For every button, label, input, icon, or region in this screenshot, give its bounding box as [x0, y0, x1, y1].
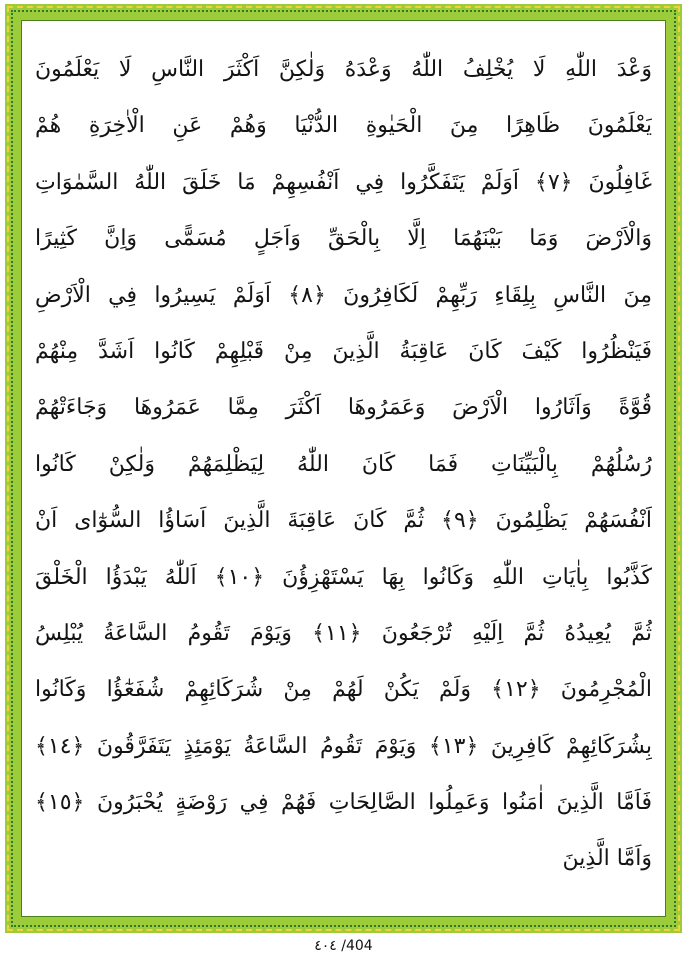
text-line: الْمُجْرِمُونَ ﴿١٢﴾ وَلَمْ يَكُنْ لَهُمْ مِنْ شُرَكَائِهِمْ شُفَعٰٓؤُا وَكَانُوا — [35, 677, 652, 703]
page-border-frame — [5, 4, 682, 933]
page-number: ٤٠٤ /404 — [314, 938, 373, 954]
text-line: مِنَ النَّاسِ بِلِقَاءِ رَبِّهِمْ لَكَافِرُونَ ﴿٨﴾ اَوَلَمْ يَسِيرُوا فِي الْاَرْضِ — [35, 282, 652, 308]
text-line: كَذَّبُوا بِاٰيَاتِ اللّٰهِ وَكَانُوا بِهَا يَسْتَهْزِؤُنَ ﴿١٠﴾ اَللّٰهُ يَبْدَؤُا الْخَلْقَ — [35, 564, 652, 590]
text-line: وَعْدَ اللّٰهِ لَا يُخْلِفُ اللّٰهُ وَعْدَهُ وَلٰكِنَّ اَكْثَرَ النَّاسِ لَا يَعْلَمُونَ — [35, 57, 652, 82]
text-line-final: وَاَمَّا الَّذِينَ — [562, 846, 652, 872]
text-line: بِشُرَكَائِهِمْ كَافِرِينَ ﴿١٣﴾ وَيَوْمَ تَقُومُ السَّاعَةُ يَوْمَئِذٍ يَتَفَرَّقُونَ ﴿١٤﴾ — [35, 733, 652, 759]
text-line: غَافِلُونَ ﴿٧﴾ اَوَلَمْ يَتَفَكَّرُوا فِي اَنْفُسِهِمْ مَا خَلَقَ اللّٰهُ السَّمٰوَاتِ — [35, 169, 652, 195]
text-line: قُوَّةً وَاَثَارُوا الْاَرْضَ وَعَمَرُوهَا اَكْثَرَ مِمَّا عَمَرُوهَا وَجَاءَتْهُمْ — [35, 395, 652, 421]
text-line: فَيَنْظُرُوا كَيْفَ كَانَ عَاقِبَةُ الَّذِينَ مِنْ قَبْلِهِمْ كَانُوا اَشَدَّ مِنْهُمْ — [35, 338, 652, 364]
text-line: وَالْاَرْضَ وَمَا بَيْنَهُمَا اِلَّا بِالْحَقِّ وَاَجَلٍ مُسَمًّى وَاِنَّ كَثِيرًا — [35, 226, 652, 252]
quran-text-body — [35, 42, 652, 909]
text-line: يَعْلَمُونَ ظَاهِرًا مِنَ الْحَيٰوةِ الدُّنْيَا وَهُمْ عَنِ الْاٰخِرَةِ هُمْ — [35, 113, 652, 139]
text-line: ثُمَّ يُعِيدُهُ ثُمَّ اِلَيْهِ تُرْجَعُونَ ﴿١١﴾ وَيَوْمَ تَقُومُ السَّاعَةُ يُبْلِسُ — [35, 620, 652, 646]
text-line: رُسُلُهُمْ بِالْبَيِّنَاتِ فَمَا كَانَ اللّٰهُ لِيَظْلِمَهُمْ وَلٰكِنْ كَانُوا — [35, 451, 652, 477]
text-line: اَنْفُسَهُمْ يَظْلِمُونَ ﴿٩﴾ ثُمَّ كَانَ عَاقِبَةَ الَّذِينَ اَسَاؤُا السُّوٰٓاى اَنْ — [35, 508, 652, 534]
text-line: فَاَمَّا الَّذِينَ اٰمَنُوا وَعَمِلُوا الصَّالِحَاتِ فَهُمْ فِي رَوْضَةٍ يُحْبَرُونَ ﴿١٥﴾ — [35, 790, 652, 816]
